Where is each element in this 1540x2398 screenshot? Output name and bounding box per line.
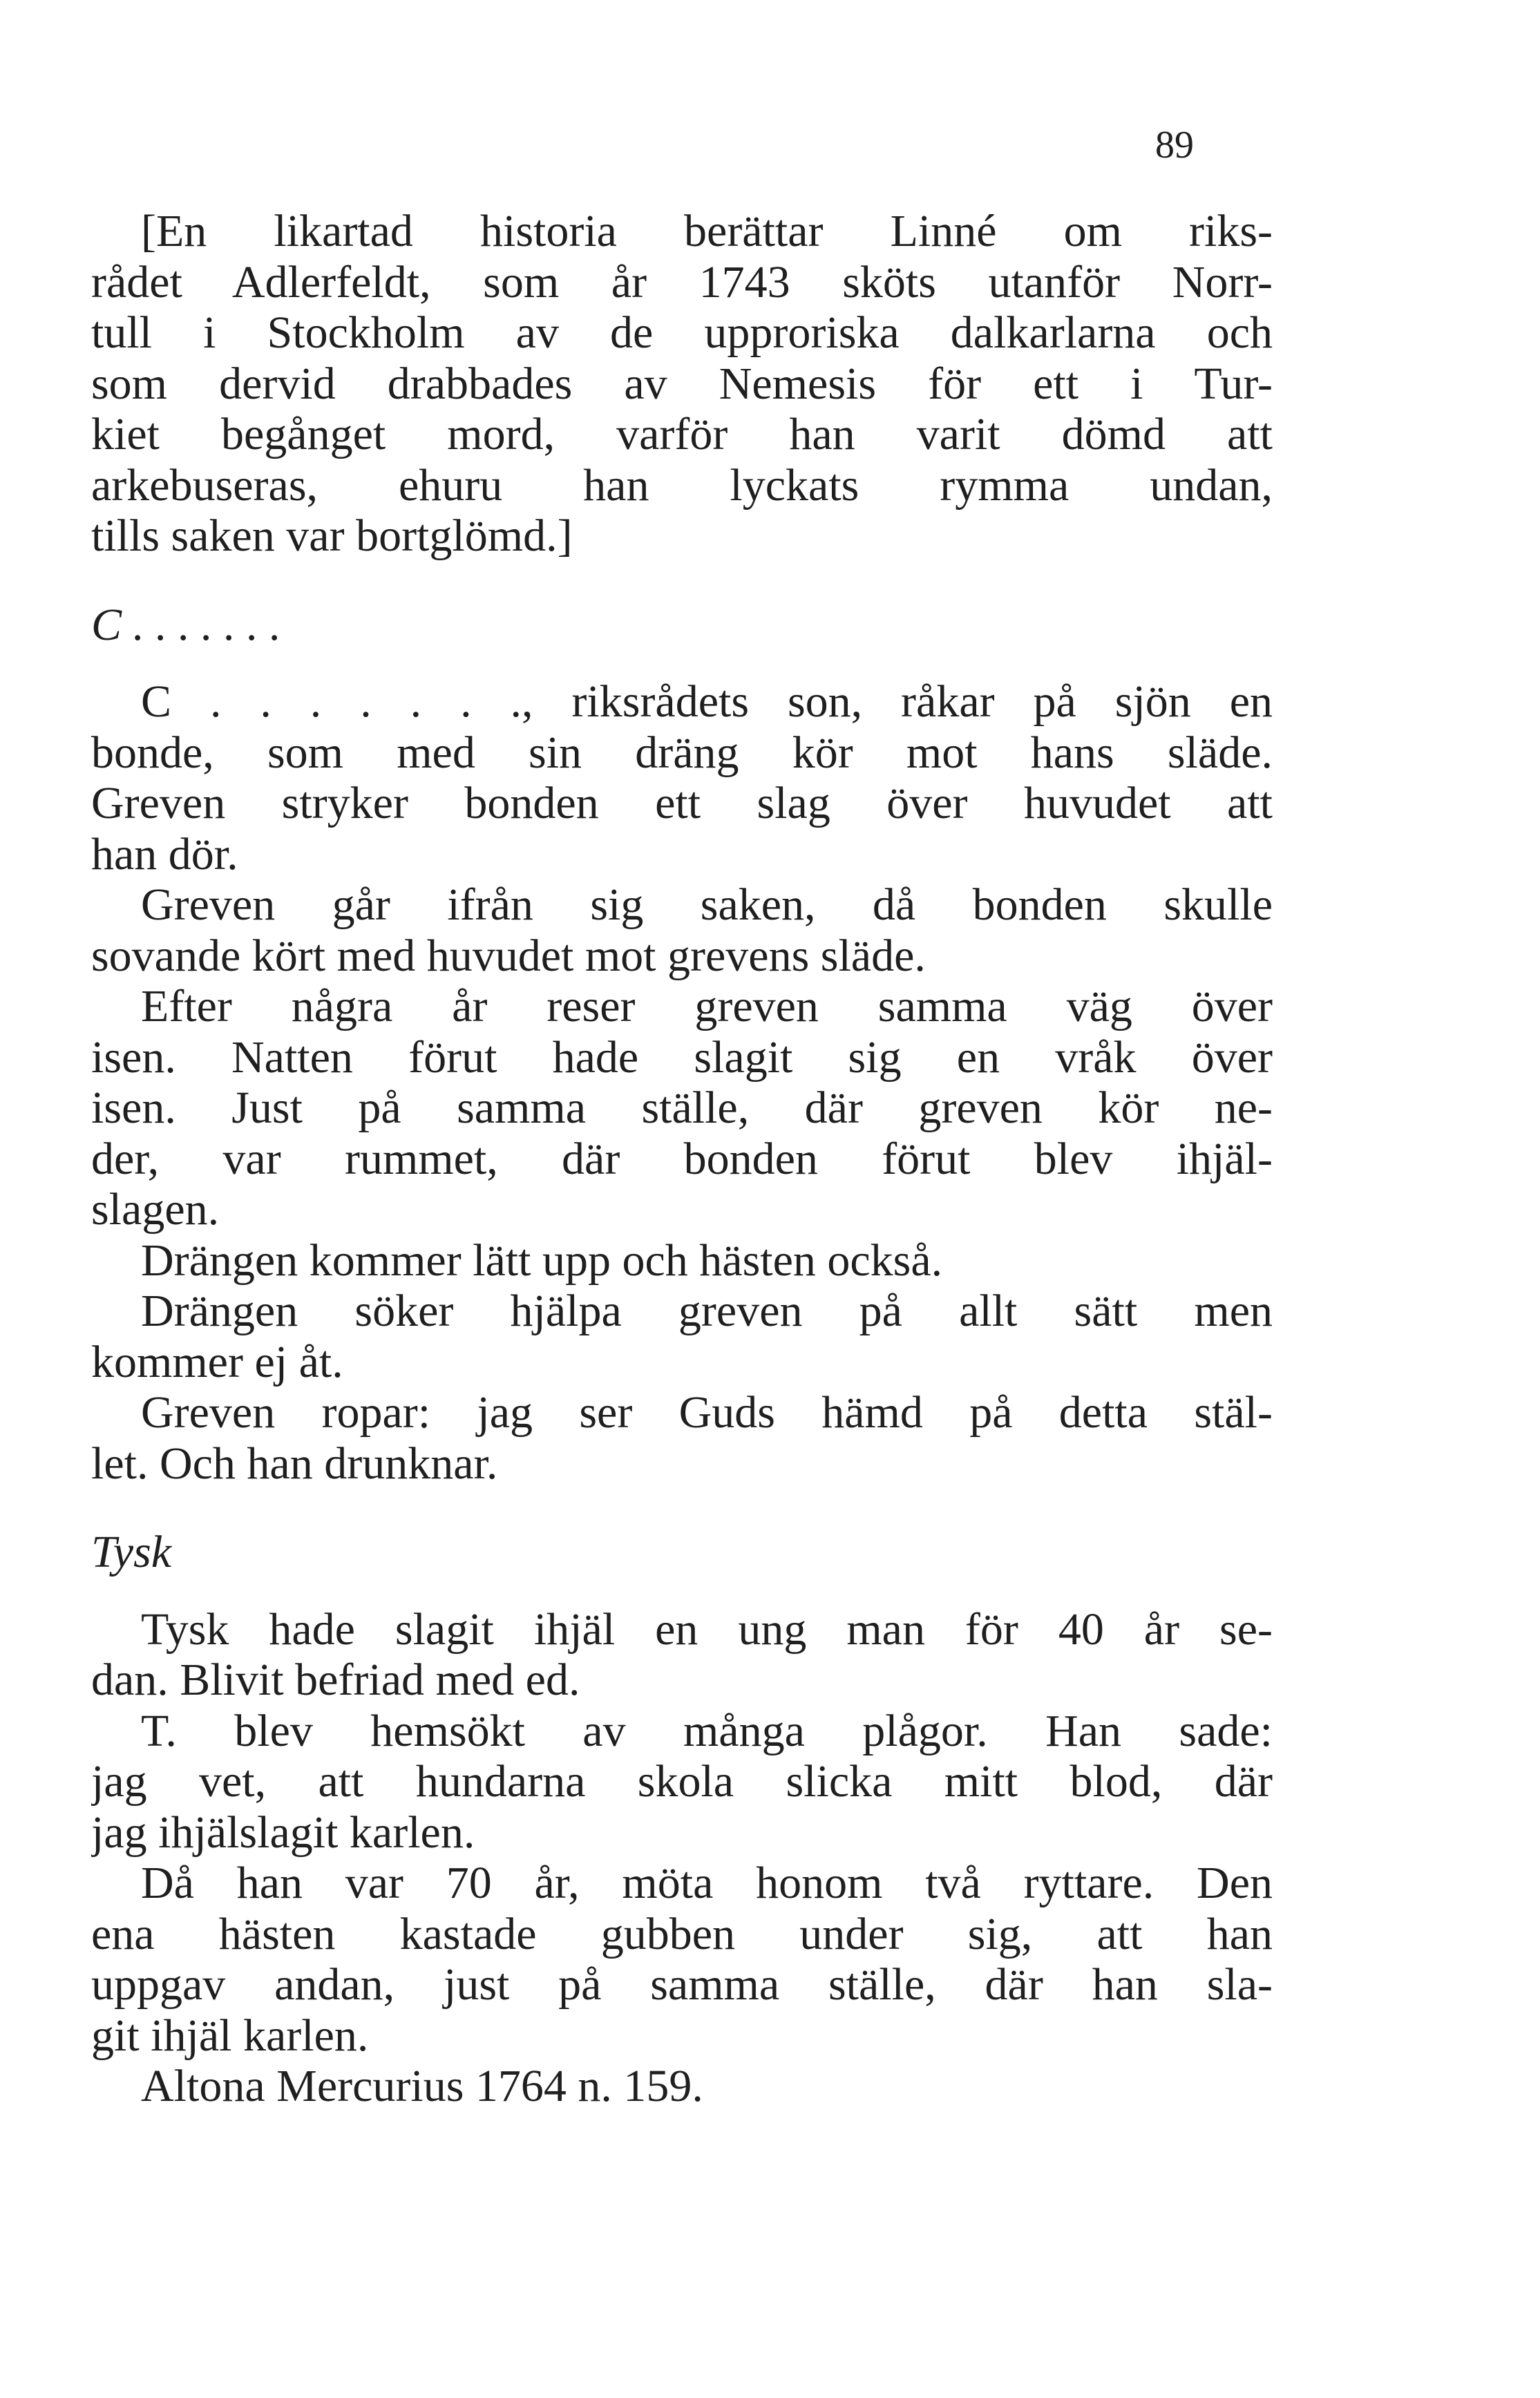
text-line: isen. Natten förut hade slagit sig en vråk över <box>91 1031 1273 1083</box>
page-number: 89 <box>1155 124 1194 166</box>
text-line: Greven ropar: jag ser Guds hämd på detta stäl- <box>141 1387 1273 1438</box>
text-line: Greven stryker bonden ett slag över huvudet att <box>91 778 1273 828</box>
text-line: Efter några år reser greven samma väg över <box>141 981 1273 1031</box>
text-line: let. Och han drunknar. <box>91 1438 498 1489</box>
text-line: sovande kört med huvudet mot grevens släde. <box>91 930 926 981</box>
text-line: C . . . . . . ., riksrådets son, råkar på sjön en <box>141 676 1273 727</box>
text-line: som dervid drabbades av Nemesis för ett i Tur- <box>91 358 1273 409</box>
text-line: Tysk hade slagit ihjäl en ung man för 40 år se- <box>141 1604 1273 1655</box>
text-line: [En likartad historia berättar Linné om riks- <box>141 206 1273 256</box>
text-line: Drängen kommer lätt upp och hästen också. <box>141 1235 943 1286</box>
text-line: jag vet, att hundarna skola slicka mitt blod, där <box>91 1756 1273 1807</box>
page-text <box>91 206 1273 2112</box>
section-heading-tysk: Tysk <box>91 1527 172 1577</box>
text-line: bonde, som med sin dräng kör mot hans släde. <box>91 727 1273 778</box>
text-line: Då han var 70 år, möta honom två ryttare. Den <box>141 1858 1273 1908</box>
text-line: der, var rummet, där bonden förut blev ihjäl- <box>91 1133 1273 1184</box>
text-line: rådet Adlerfeldt, som år 1743 sköts utanför Norr- <box>91 256 1273 307</box>
text-line: T. blev hemsökt av många plågor. Han sade: <box>141 1705 1273 1756</box>
text-line: uppgav andan, just på samma ställe, där han sla- <box>91 1959 1273 2010</box>
text-line: han dör. <box>91 828 238 879</box>
text-line: tills saken var bortglömd.] <box>91 511 573 561</box>
text-line: ena hästen kastade gubben under sig, att han <box>91 1908 1273 1959</box>
text-line: dan. Blivit befriad med ed. <box>91 1655 580 1705</box>
text-line: Greven går ifrån sig saken, då bonden skulle <box>141 879 1273 930</box>
text-line: isen. Just på samma ställe, där greven kör ne- <box>91 1083 1273 1133</box>
text-line: arkebuseras, ehuru han lyckats rymma undan, <box>91 459 1273 511</box>
source-citation: Altona Mercurius 1764 n. 159. <box>141 2061 703 2111</box>
text-line: kiet begånget mord, varför han varit dömd att <box>91 409 1273 459</box>
text-line: jag ihjälslagit karlen. <box>91 1807 475 1858</box>
text-line: Drängen söker hjälpa greven på allt sätt men <box>141 1286 1273 1336</box>
text-line: kommer ej åt. <box>91 1336 343 1387</box>
text-line: slagen. <box>91 1184 220 1235</box>
text-line: git ihjäl karlen. <box>91 2010 369 2061</box>
section-heading-c: C . . . . . . . <box>91 599 282 650</box>
text-line: tull i Stockholm av de upproriska dalkarlarna och <box>91 307 1273 358</box>
